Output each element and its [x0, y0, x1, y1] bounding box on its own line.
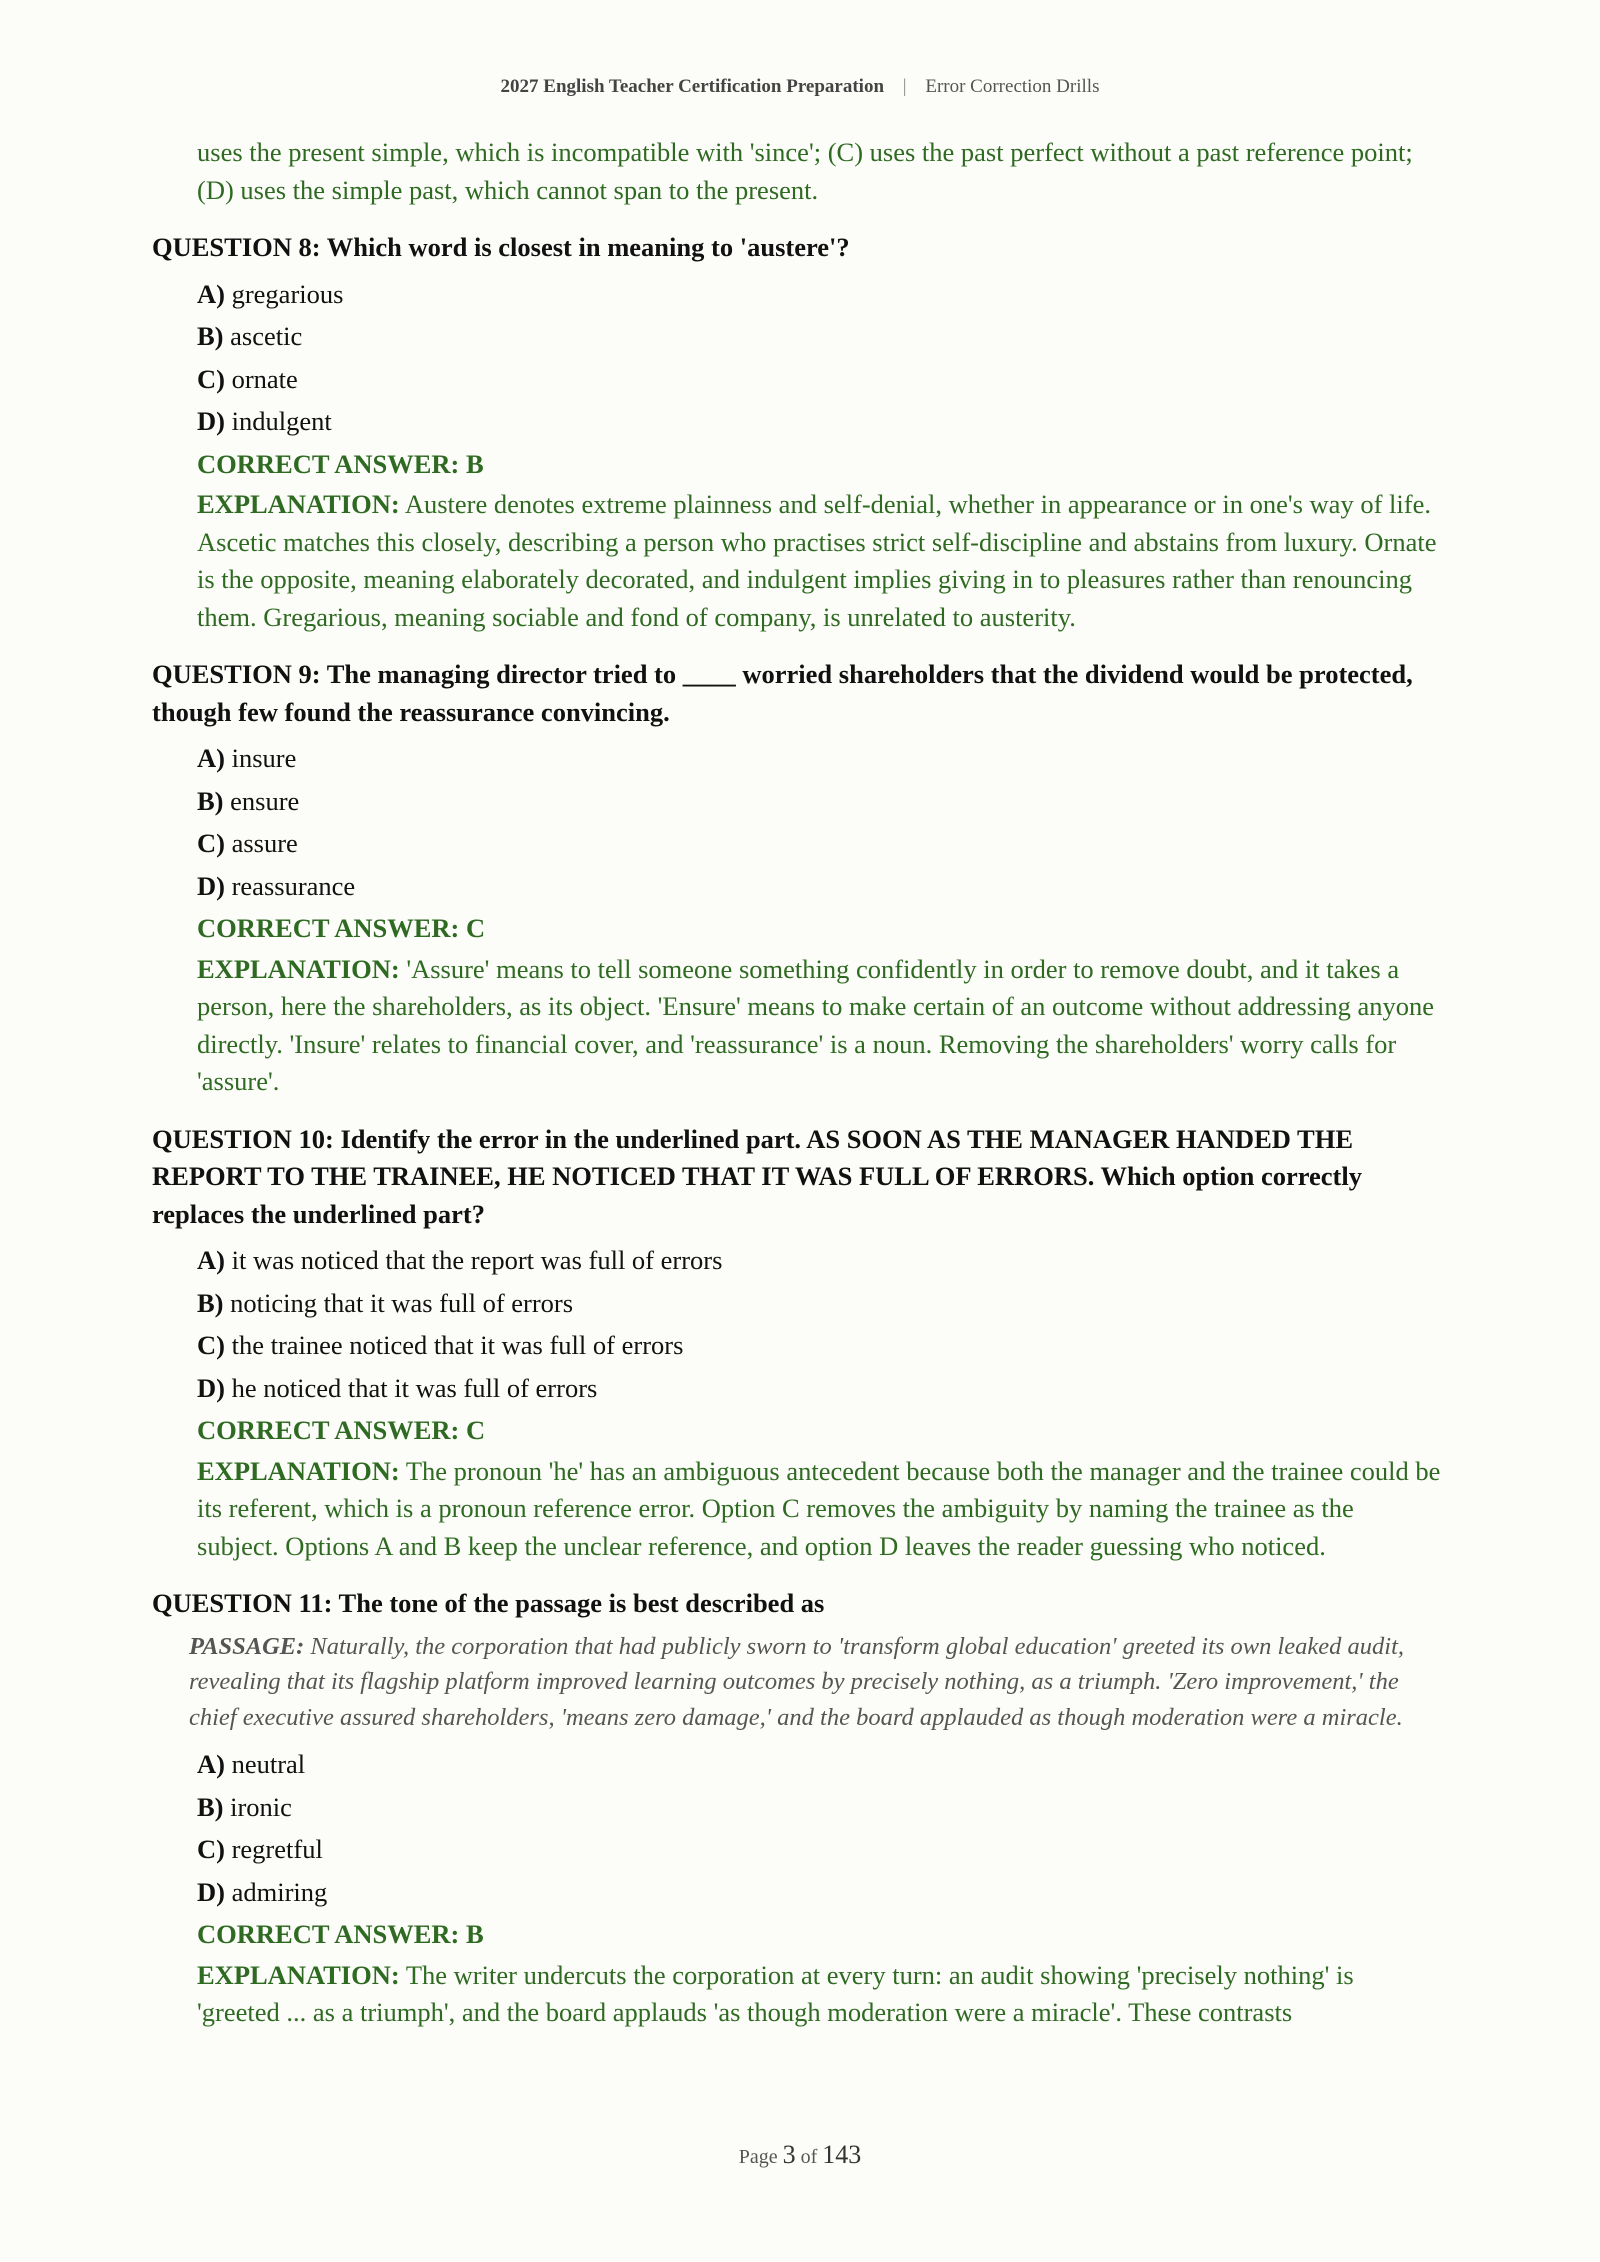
explanation-text: The writer undercuts the corporation at every turn: an audit showing 'precisely nothing' is 'greeted ... as a triumph', and the board applauds 'as though moderation were a miracle'. These contrasts	[197, 1959, 1354, 2027]
question-text: QUESTION 8: Which word is closest in meaning to 'austere'?	[152, 232, 850, 262]
explanation	[197, 1453, 1442, 1566]
option-letter: D)	[197, 1876, 225, 1907]
option-letter: C)	[197, 363, 225, 394]
header-section: Error Correction Drills	[925, 76, 1100, 97]
header-title: 2027 English Teacher Certification Preparation	[500, 76, 885, 97]
footer-page-number: 3	[782, 2140, 796, 2169]
explanation	[197, 486, 1442, 636]
option-letter: A)	[197, 1245, 225, 1275]
option-text: the trainee noticed that it was full of errors	[231, 1330, 684, 1360]
option-text: noticing that it was full of errors	[230, 1287, 574, 1318]
option-text: ironic	[230, 1791, 292, 1822]
question-text: QUESTION 9: The managing director tried to ____ worried shareholders that the dividend would be protected, though few found the reassurance convincing.	[152, 659, 1413, 727]
footer-page-prefix: Page	[738, 2146, 778, 2168]
option-text: insure	[231, 743, 297, 773]
option-text: regretful	[231, 1834, 323, 1864]
explanation-text: Austere denotes extreme plainness and self-denial, whether in appearance or in one's way of life. Ascetic matches this closely, describing a person who practises strict self-discipline and abstains from luxury. Ornate is the opposite, meaning elaborately decorated, and indulgent implies giving in to pleasures rather than renouncing them. Gregarious, meaning sociable and fond of company, is unrelated to austerity.	[197, 489, 1437, 632]
option-letter: C)	[197, 1330, 225, 1360]
page-content	[152, 134, 1442, 2052]
answer-option	[197, 1324, 1442, 1367]
footer-of: of	[800, 2146, 818, 2168]
header-separator: |	[902, 76, 907, 97]
footer-total-pages: 143	[822, 2140, 862, 2169]
answer-option	[197, 1367, 1442, 1410]
option-letter: A)	[197, 278, 225, 309]
explanation-label: EXPLANATION:	[197, 1455, 400, 1486]
correct-answer: CORRECT ANSWER: C	[197, 1415, 486, 1445]
answer-option	[197, 315, 1442, 358]
option-letter: D)	[197, 870, 225, 901]
option-text: it was noticed that the report was full of errors	[231, 1245, 723, 1275]
correct-answer: CORRECT ANSWER: B	[197, 1919, 484, 1949]
option-letter: D)	[197, 406, 225, 436]
option-letter: B)	[197, 1287, 224, 1318]
explanation	[197, 1957, 1442, 2032]
passage-text: Naturally, the corporation that had publicly sworn to 'transform global education' greeted its own leaked audit, revealing that its flagship platform improved learning outcomes by precisely nothing, as a triumph. 'Zero improvement,' the chief executive assured shareholders, 'means zero damage,' and the board applauded as though moderation were a miracle.	[189, 1632, 1405, 1731]
answer-option	[197, 780, 1442, 823]
correct-answer: CORRECT ANSWER: C	[197, 913, 486, 943]
option-text: neutral	[231, 1749, 306, 1779]
option-letter: B)	[197, 321, 224, 351]
question-block	[152, 1585, 1442, 2032]
running-header	[0, 76, 1600, 98]
passage-label: PASSAGE:	[189, 1632, 305, 1660]
explanation-text: The pronoun 'he' has an ambiguous antecedent because both the manager and the trainee could be its referent, which is a pronoun reference error. Option C removes the ambiguity by naming the trainee as the subject. Options A and B keep the unclear reference, and option D leaves the reader guessing who noticed.	[197, 1455, 1441, 1561]
explanation-text: 'Assure' means to tell someone something confidently in order to remove doubt, and it takes a person, here the shareholders, as its object. 'Ensure' means to make certain of an outcome without addressing anyone directly. 'Insure' relates to financial cover, and 'reassurance' is a noun. Removing the shareholders' worry calls for 'assure'.	[197, 953, 1434, 1096]
option-text: gregarious	[231, 278, 344, 309]
option-letter: C)	[197, 828, 225, 858]
option-text: he noticed that it was full of errors	[231, 1372, 598, 1403]
option-text: ensure	[230, 785, 300, 816]
option-letter: A)	[197, 743, 225, 773]
passage	[189, 1629, 1432, 1736]
answer-option	[197, 358, 1442, 401]
option-text: indulgent	[231, 406, 332, 436]
option-text: assure	[231, 828, 298, 858]
answer-option	[197, 1743, 1442, 1786]
option-letter: C)	[197, 1834, 225, 1864]
correct-answer: CORRECT ANSWER: B	[197, 448, 484, 479]
answer-option	[197, 1786, 1442, 1829]
page-footer	[0, 2140, 1600, 2170]
option-letter: A)	[197, 1749, 225, 1779]
answer-option	[197, 737, 1442, 780]
explanation	[197, 951, 1442, 1101]
question-list	[152, 229, 1442, 2032]
option-letter: D)	[197, 1372, 225, 1403]
answer-option	[197, 273, 1442, 316]
continued-explanation: uses the present simple, which is incompatible with 'since'; (C) uses the past perfect without a past reference point; (D) uses the simple past, which cannot span to the present.	[197, 137, 1413, 205]
question-text: QUESTION 10: Identify the error in the underlined part. AS SOON AS THE MANAGER HANDED THE REPORT TO THE TRAINEE, HE NOTICED THAT IT WAS FULL OF ERRORS. Which option correctly replaces the underlined part?	[152, 1123, 1362, 1229]
answer-option	[197, 1239, 1442, 1282]
question-block	[152, 229, 1442, 636]
option-text: reassurance	[231, 870, 356, 901]
explanation-label: EXPLANATION:	[197, 953, 400, 984]
option-letter: B)	[197, 785, 224, 816]
option-letter: B)	[197, 1791, 224, 1822]
answer-option	[197, 1871, 1442, 1914]
answer-option	[197, 1282, 1442, 1325]
question-text: QUESTION 11: The tone of the passage is best described as	[152, 1588, 825, 1618]
explanation-label: EXPLANATION:	[197, 489, 400, 519]
question-block	[152, 656, 1442, 1101]
question-block	[152, 1121, 1442, 1566]
answer-option	[197, 822, 1442, 865]
answer-option	[197, 1828, 1442, 1871]
option-text: ascetic	[230, 321, 303, 351]
option-text: admiring	[231, 1876, 328, 1907]
explanation-label: EXPLANATION:	[197, 1959, 400, 1990]
answer-option	[197, 400, 1442, 443]
answer-option	[197, 865, 1442, 908]
option-text: ornate	[231, 363, 298, 394]
